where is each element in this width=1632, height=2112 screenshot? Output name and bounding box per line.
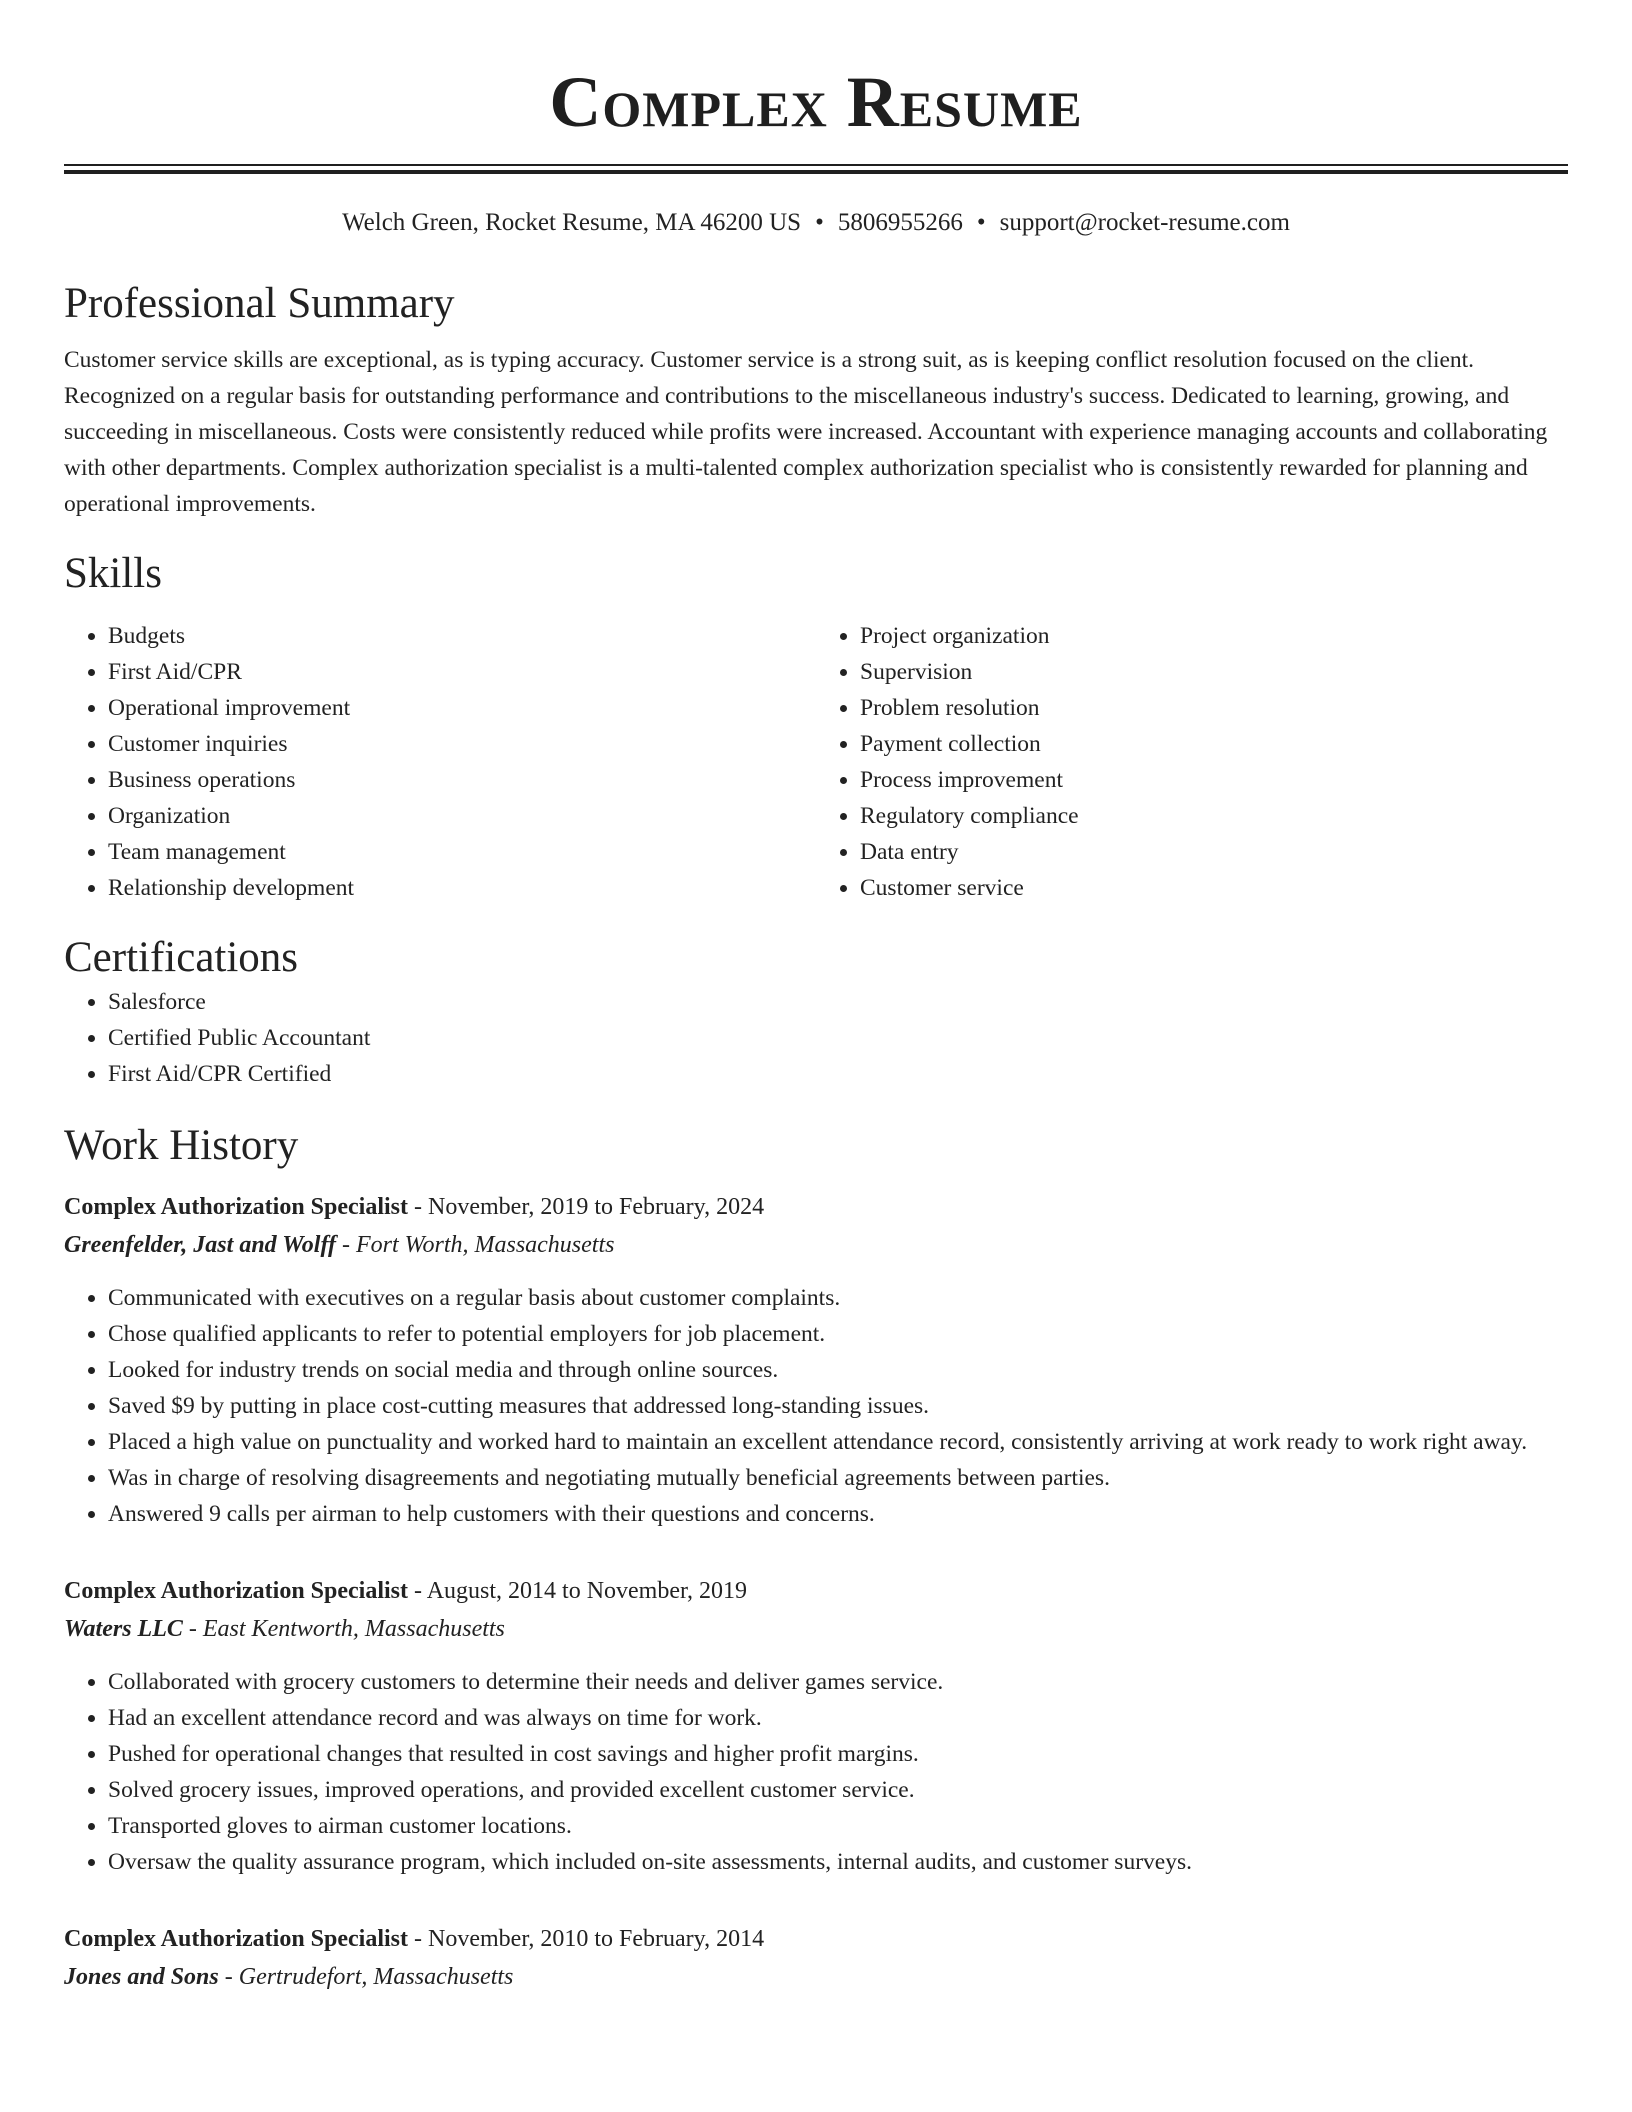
job-entry [64, 1920, 1568, 1996]
skill-item: • Customer service [860, 870, 1568, 906]
summary-heading: Professional Summary [64, 280, 455, 327]
job-duty: • Looked for industry trends on social media and through online sources. [108, 1352, 1568, 1388]
skill-item: • Problem resolution [860, 690, 1568, 726]
job-duty: • Collaborated with grocery customers to determine their needs and deliver games service. [108, 1664, 1568, 1700]
contact-separator: • [976, 209, 986, 236]
job-company: Waters LLC [64, 1616, 183, 1642]
certification-item: • First Aid/CPR Certified [108, 1056, 1568, 1092]
job-duties-list [64, 1664, 1568, 1880]
skill-item: • Data entry [860, 834, 1568, 870]
job-duties-list [64, 1280, 1568, 1532]
job-duty: • Pushed for operational changes that resulted in cost savings and higher profit margins. [108, 1736, 1568, 1772]
certifications-heading: Certifications [64, 934, 299, 981]
job-dates: November, 2019 to February, 2024 [428, 1194, 765, 1220]
skill-item: • Customer inquiries [108, 726, 816, 762]
summary-text: Customer service skills are exceptional, as is typing accuracy. Customer service is a strong suit, as is keeping conflict resolution focused on the client. Recognized on a regular basis for outstanding performance and contributions to the miscellaneous industry's success. Dedicated to learning, growing, and succeeding in miscellaneous. Costs were consistently reduced while profits were increased. Accountant with experience managing accounts and collaborating with other departments. Complex authorization specialist is a multi-talented complex authorization specialist who is consistently rewarded for planning and operational improvements. [64, 347, 1548, 517]
job-duty: • Solved grocery issues, improved operations, and provided excellent customer service. [108, 1772, 1568, 1808]
job-dates: November, 2010 to February, 2014 [428, 1926, 765, 1952]
job-location: East Kentworth, Massachusetts [202, 1616, 505, 1642]
skill-item: • Process improvement [860, 762, 1568, 798]
header-double-rule [64, 164, 1568, 174]
skill-item: • Organization [108, 798, 816, 834]
job-duty: • Had an excellent attendance record and was always on time for work. [108, 1700, 1568, 1736]
contact-phone: 5806955266 [837, 209, 963, 236]
skill-item: • Regulatory compliance [860, 798, 1568, 834]
certifications-list [64, 984, 1568, 1092]
contact-line [64, 208, 1568, 238]
job-location: Gertrudefort, Massachusetts [238, 1964, 514, 1990]
job-company: Jones and Sons [64, 1964, 219, 1990]
skill-item: • First Aid/CPR [108, 654, 816, 690]
skills-right-list [816, 618, 1568, 906]
contact-separator: • [815, 209, 824, 236]
contact-address: Welch Green, Rocket Resume, MA 46200 US [342, 209, 802, 236]
resume-name: Complex Resume [549, 62, 1083, 142]
job-header: Complex Authorization Specialist - November, 2010 to February, 2014 [64, 1926, 765, 1952]
job-duty: • Oversaw the quality assurance program, which included on-site assessments, internal audits, and customer surveys. [108, 1844, 1568, 1880]
certification-item: • Salesforce [108, 984, 1568, 1020]
job-header: Complex Authorization Specialist - November, 2019 to February, 2024 [64, 1194, 765, 1220]
job-duty: • Was in charge of resolving disagreements and negotiating mutually beneficial agreements between parties. [108, 1460, 1568, 1496]
job-employer: Waters LLC - East Kentworth, Massachusetts [64, 1616, 505, 1642]
job-entry [64, 1572, 1568, 1880]
job-employer: Jones and Sons - Gertrudefort, Massachusetts [64, 1964, 514, 1990]
job-title: Complex Authorization Specialist [64, 1194, 409, 1220]
job-duty: • Communicated with executives on a regular basis about customer complaints. [108, 1280, 1568, 1316]
skill-item: • Relationship development [108, 870, 816, 906]
skill-item: • Operational improvement [108, 690, 816, 726]
certification-item: • Certified Public Accountant [108, 1020, 1568, 1056]
job-employer: Greenfelder, Jast and Wolff - Fort Worth, Massachusetts [64, 1232, 615, 1258]
job-duty: • Saved $9 by putting in place cost-cutting measures that addressed long-standing issues. [108, 1388, 1568, 1424]
job-title: Complex Authorization Specialist [64, 1578, 409, 1604]
job-title: Complex Authorization Specialist [64, 1926, 409, 1952]
job-duty: • Chose qualified applicants to refer to potential employers for job placement. [108, 1316, 1568, 1352]
skill-item: • Payment collection [860, 726, 1568, 762]
job-duty: • Transported gloves to airman customer locations. [108, 1808, 1568, 1844]
skills-heading: Skills [64, 550, 162, 597]
skill-item: • Budgets [108, 618, 816, 654]
skills-columns [64, 618, 1568, 906]
skill-item: • Supervision [860, 654, 1568, 690]
job-entry [64, 1188, 1568, 1532]
skills-left-list [64, 618, 816, 906]
skill-item: • Project organization [860, 618, 1568, 654]
job-location: Fort Worth, Massachusetts [356, 1232, 615, 1258]
skill-item: • Business operations [108, 762, 816, 798]
job-duty: • Answered 9 calls per airman to help customers with their questions and concerns. [108, 1496, 1568, 1532]
job-dates: August, 2014 to November, 2019 [426, 1578, 748, 1604]
skill-item: • Team management [108, 834, 816, 870]
contact-email: support@rocket-resume.com [999, 209, 1290, 236]
job-company: Greenfelder, Jast and Wolff [64, 1232, 337, 1258]
work-history-heading: Work History [64, 1122, 299, 1169]
job-header: Complex Authorization Specialist - August, 2014 to November, 2019 [64, 1578, 748, 1604]
job-duty: • Placed a high value on punctuality and worked hard to maintain an excellent attendance record, consistently arriving at work ready to work right away. [108, 1424, 1568, 1460]
